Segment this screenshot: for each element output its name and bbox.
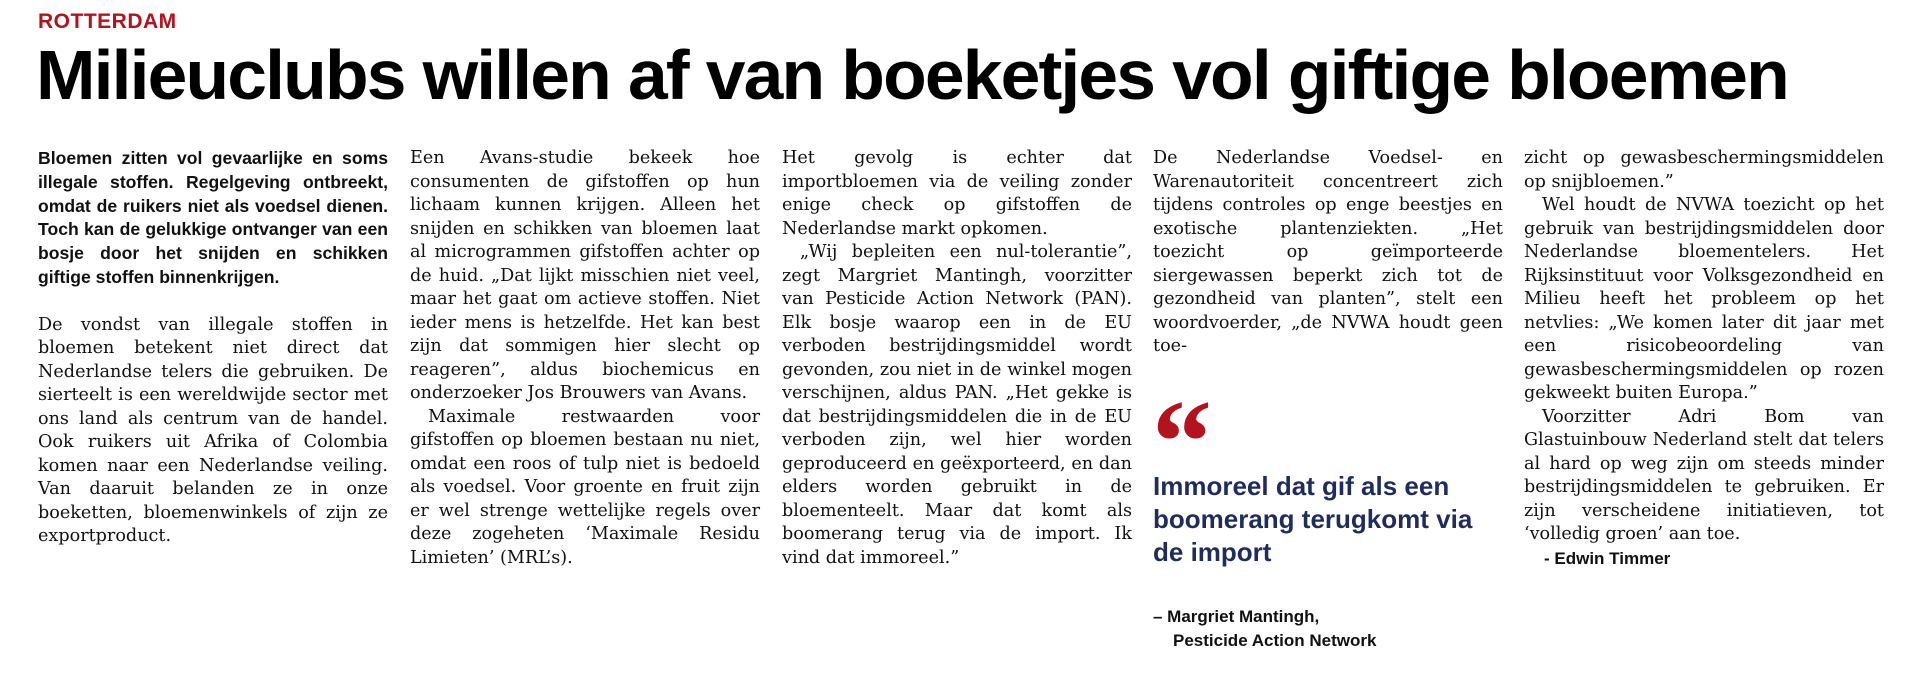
column-1 xyxy=(38,147,388,549)
body-paragraph: Een Avans-studie bekeek hoe consumenten de gifstoffen op hun lichaam kunnen krijgen. Alleen het snijden en schikken van bloemen laat al microgrammen gifstoffen achter op de huid. „Dat lijkt misschien niet veel, maar het gaat om actieve stoffen. Niet ieder mens is hetzelfde. Het kan best zijn dat sommigen hier slecht op reageren”, aldus biochemicus en onderzoeker Jos Brouwers van Avans. xyxy=(410,148,760,403)
body-paragraph: Maximale restwaarden voor gifstoffen op bloemen bestaan nu niet, omdat een roos of tulp niet is bedoeld als voedsel. Voor groente en fruit zijn er wel strenge wettelijke regels over deze zogeheten ‘Maximale Residu Limieten’ (MRL’s). xyxy=(410,406,760,568)
body-paragraph: „Wij bepleiten een nul-tolerantie”, zegt Margriet Mantingh, voorzitter van Pesticide Action Network (PAN). Elk bosje waarop een in de EU verboden bestrijdingsmiddel wordt gevonden, zou niet in de winkel mogen verschijnen, aldus PAN. „Het gekke is dat bestrijdingsmiddelen die in de EU verboden zijn, wel hier worden geproduceerd en geëxporteerd, en dan elders worden gebruikt in de bloementeelt. Maar dat komt als boomerang terug via de import. Ik vind dat immoreel.” xyxy=(782,242,1132,568)
body-paragraph: De vondst van illegale stoffen in bloemen betekent niet direct dat Nederlandse telers die gebruiken. De sierteelt is een wereldwijde sector met ons land als centrum van de handel. Ook ruikers uit Afrika of Colombia komen naar een Nederlandse veiling. Van daaruit belanden ze in onze boeketten, bloemenwinkels of zijn ze exportproduct. xyxy=(38,314,388,547)
column-5 xyxy=(1524,147,1884,570)
body-paragraph: Wel houdt de NVWA toezicht op het gebruik van bestrijdingsmiddelen door Nederlandse bloementelers. Het Rijksinstituut voor Volksgezondheid en Milieu heeft het probleem op het netvlies: „We komen later dit jaar met een risicobeoordeling van gewasbeschermingsmiddelen op rozen gekweekt buiten Europa.” xyxy=(1524,195,1884,403)
attribution-org: Pesticide Action Network xyxy=(1173,631,1377,650)
section-kicker: ROTTERDAM xyxy=(38,10,177,33)
pull-quote-attribution xyxy=(1153,605,1503,653)
body-paragraph: De Nederlandse Voedsel- en Warenautoriteit concentreert zich tijdens controles op enge beestjes en exotische plantenziekten. „Het toezicht op geïmporteerde siergewassen beperkt zich tot de gezondheid van planten”, stelt een woordvoerder, „de NVWA houdt geen toe- xyxy=(1153,148,1503,356)
headline: Milieuclubs willen af van boeketjes vol giftige bloemen xyxy=(36,36,1788,114)
body-paragraph: Het gevolg is echter dat importbloemen via de veiling zonder enige check op gifstoffen de Nederlandse markt opkomen. xyxy=(782,148,1132,239)
lead-paragraph: Bloemen zitten vol gevaarlijke en soms illegale stoffen. Regelgeving ontbreekt, omdat de ruikers niet als voedsel dienen. Toch kan de gelukkige ontvanger van een bosje door het snijden en schikken giftige stoffen binnenkrijgen. xyxy=(38,148,388,287)
quote-mark-icon: “ xyxy=(1152,375,1212,508)
body-paragraph: zicht op gewasbeschermingsmiddelen op snijbloemen.” xyxy=(1524,148,1884,192)
attribution-name: – Margriet Mantingh, xyxy=(1153,607,1320,626)
body-paragraph: Voorzitter Adri Bom van Glastuinbouw Nederland stelt dat telers al hard op weg zijn om steeds minder bestrijdingsmiddelen te gebruiken. Er zijn verscheidene initiatieven, tot ‘volledig groen’ aan toe. xyxy=(1524,406,1884,544)
column-2 xyxy=(410,147,760,570)
column-3 xyxy=(782,147,1132,570)
byline: - Edwin Timmer xyxy=(1544,548,1671,568)
column-4 xyxy=(1153,147,1503,359)
pull-quote: Immoreel dat gif als een boomerang terugkomt via de import xyxy=(1153,471,1473,567)
